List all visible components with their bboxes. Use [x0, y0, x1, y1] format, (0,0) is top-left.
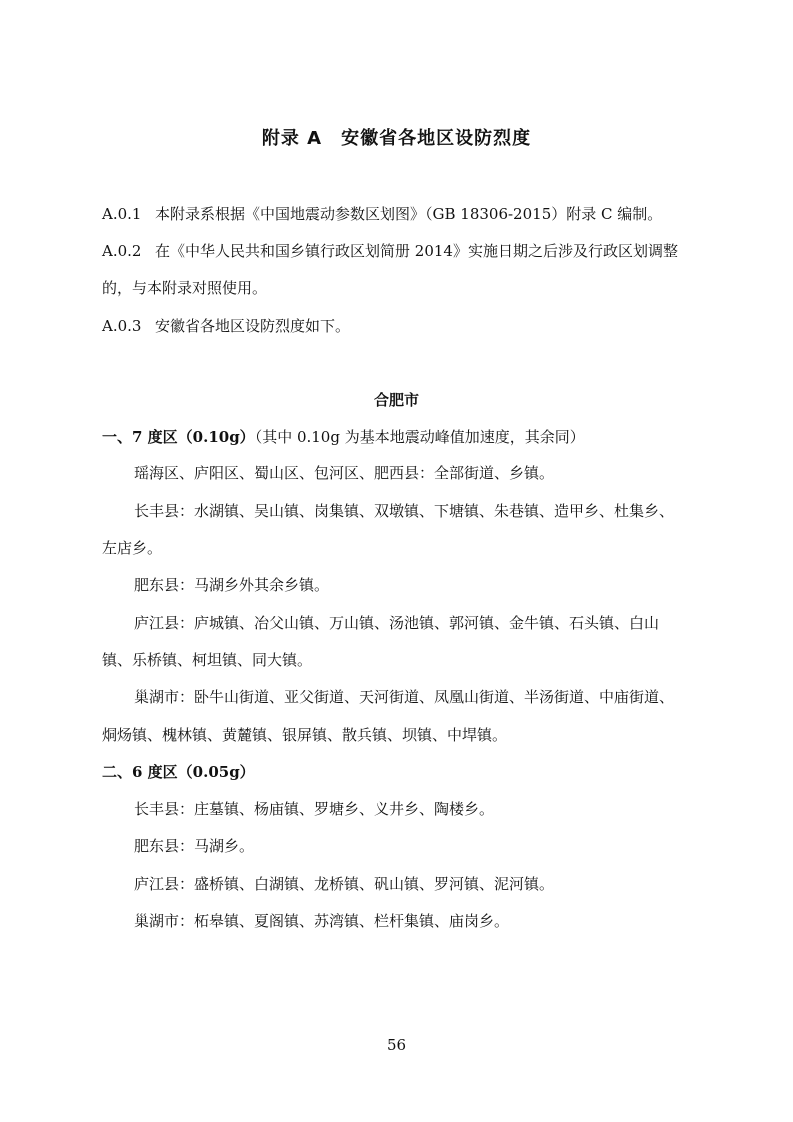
- zone1-line: 左店乡。: [102, 539, 163, 557]
- zone1-line: 烔炀镇、槐林镇、黄麓镇、银屏镇、散兵镇、坝镇、中垾镇。: [102, 726, 508, 744]
- clause-text: 本附录系根据《中国地震动参数区划图》（GB 18306-2015）附录 C 编制。: [155, 205, 663, 223]
- zone1-line: 肥东县：马湖乡外其余乡镇。: [134, 576, 330, 594]
- clause-a01: [102, 204, 702, 224]
- clause-text: 安徽省各地区设防烈度如下。: [155, 317, 351, 335]
- clause-id: A.0.1: [102, 205, 142, 223]
- zone-heading-1: [102, 427, 702, 447]
- clause-a02: [102, 241, 702, 261]
- zone2-line: 肥东县：马湖乡。: [134, 837, 255, 855]
- zone-heading-2: [102, 762, 702, 782]
- zone-note: （其中 0.10g 为基本地震动峰值加速度，其余同）: [254, 428, 585, 446]
- zone1-line: 镇、乐桥镇、柯坦镇、同大镇。: [102, 651, 313, 669]
- zone1-line: 巢湖市：卧牛山街道、亚父街道、天河街道、凤凰山街道、半汤街道、中庙街道、: [134, 688, 675, 706]
- zone1-line: 长丰县：水湖镇、吴山镇、岗集镇、双墩镇、下塘镇、朱巷镇、造甲乡、杜集乡、: [134, 502, 675, 520]
- zone2-line: 长丰县：庄墓镇、杨庙镇、罗塘乡、义井乡、陶楼乡。: [134, 800, 495, 818]
- city-heading: 合肥市: [373, 391, 419, 409]
- page-number: 56: [386, 1036, 407, 1054]
- zone1-line: 瑶海区、庐阳区、蜀山区、包河区、肥西县：全部街道、乡镇。: [134, 464, 555, 482]
- clause-a03: [102, 316, 702, 336]
- clause-text: 在《中华人民共和国乡镇行政区划简册 2014》实施日期之后涉及行政区划调整: [155, 242, 678, 260]
- zone-title: 二、6 度区（0.05g）: [102, 763, 255, 781]
- zone-title: 一、7 度区（0.10g）: [102, 428, 255, 446]
- zone2-line: 巢湖市：柘皋镇、夏阁镇、苏湾镇、栏杆集镇、庙岗乡。: [134, 912, 510, 930]
- clause-a02-continued: 的，与本附录对照使用。: [102, 279, 268, 297]
- clause-id: A.0.2: [102, 242, 142, 260]
- appendix-title: 附录 A 安徽省各地区设防烈度: [261, 128, 532, 149]
- clause-id: A.0.3: [102, 317, 142, 335]
- zone2-line: 庐江县：盛桥镇、白湖镇、龙桥镇、矾山镇、罗河镇、泥河镇。: [134, 875, 555, 893]
- zone1-line: 庐江县：庐城镇、冶父山镇、万山镇、汤池镇、郭河镇、金牛镇、石头镇、白山: [134, 614, 660, 632]
